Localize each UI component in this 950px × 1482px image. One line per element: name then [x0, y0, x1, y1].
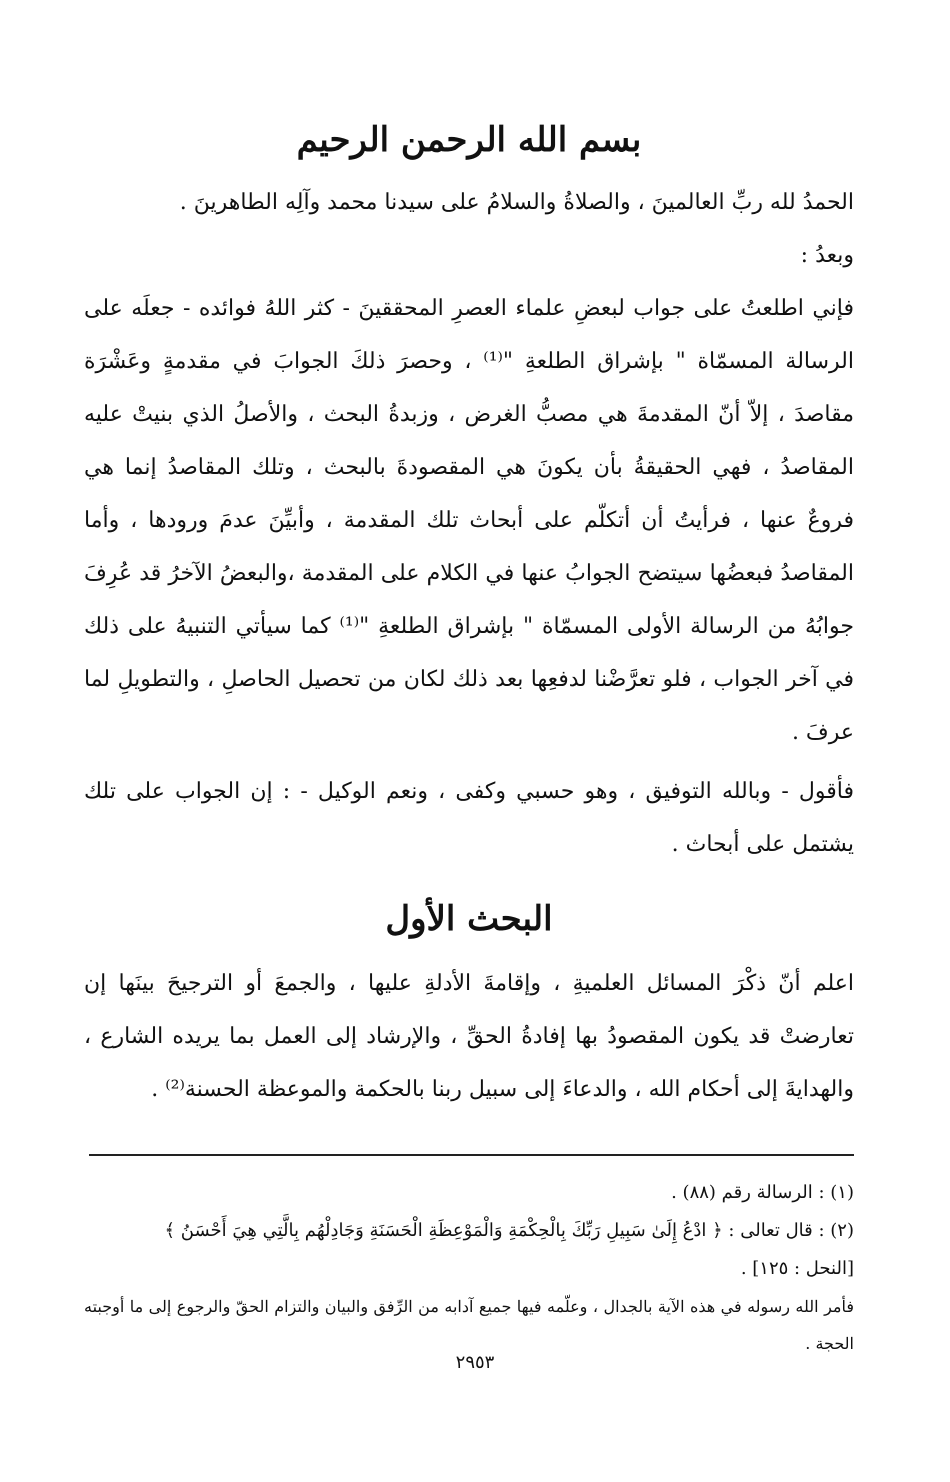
footnote-1: (١) : الرسالة رقم (٨٨) . — [671, 1182, 854, 1203]
page-number: ٢٩٥٣ — [455, 1352, 495, 1373]
footnote-2: (٢) : قال تعالى : ﴿ ادْعُ إِلَىٰ سَبِيلِ رَبِّكَ بِالْحِكْمَةِ وَالْمَوْعِظَةِ الْحَسَنَةِ وَجَادِلْهُم بِالَّتِي هِيَ أَحْسَنُ ﴾ — [164, 1220, 854, 1241]
section-paragraph: اعلم أنّ ذكْرَ المسائل العلميةِ ، وإقامةَ الأدلةِ عليها ، والجمعَ أو الترجيحَ بينَها إن تعارضتْ قد يكون المقصودُ بها إفادةُ الحقِّ ، والإرشاد إلى العمل بما يريده الشارع ، والهدايةَ إلى أحكام الله ، والدعاءَ إلى سبيل ربنا بالحكمة والموعظة الحسنة⁽²⁾ . — [84, 971, 854, 1102]
footnotes — [84, 1174, 854, 1362]
basmala-heading: بسم الله الرحمن الرحيم — [296, 120, 642, 160]
praise-paragraph: الحمدُ لله ربِّ العالمينَ ، والصلاةُ والسلامُ على سيدنا محمد وآلِه الطاهرينَ . — [179, 190, 854, 215]
footnote-2-citation: [النحل : ١٢٥] . — [740, 1258, 854, 1279]
footnote-2-commentary: فأمر الله رسوله في هذه الآية بالجدال ، وعلّمه فيها جميع آدابه من الرِّفق والبيان والتزام الحقّ والرجوع إلى ما أوجبته الحجة . — [84, 1297, 854, 1353]
section-title: البحث الأول — [385, 899, 553, 939]
footnote-divider — [89, 1154, 854, 1156]
intro-body-paragraph: فإني اطلعتُ على جواب لبعضِ علماء العصرِ المحققينَ - كثر اللهُ فوائده - جعلَه على الرسالة المسمّاة " بإشراق الطلعةِ "⁽¹⁾ ، وحصرَ ذلكَ الجوابَ في مقدمةٍ وعَشْرَة مقاصدَ ، إلاّ أنّ المقدمةَ هي مصبُّ الغرض ، وزبدةُ البحث ، والأصلُ الذي بنيتْ عليه المقاصدُ ، فهي الحقيقةُ بأن يكونَ هي المقصودةَ بالبحث ، وتلك المقاصدُ إنما هي فروعٌ عنها ، فرأيتُ أن أتكلّم على أبحاث تلك المقدمة ، وأبيِّنَ عدمَ ورودها ، وأما المقاصدُ فبعضُها سيتضح الجوابُ عنها في الكلام على المقدمة ،والبعضُ الآخرُ قد عُرِفَ جوابُهُ من الرسالة الأولى المسمّاة " بإشراق الطلعةِ "⁽¹⁾ كما سيأتي التنبيهُ على ذلك في آخر الجواب ، فلو تعرَّضْنا لدفعِها بعد ذلك لكان من تحصيل الحاصلِ ، والتطويلِ لما عرفَ . — [84, 296, 854, 745]
transition-paragraph: وبعدُ : — [800, 243, 854, 268]
statement-paragraph: فأقول - وبالله التوفيق ، وهو حسبي وكفى ، ونعم الوكيل - : إن الجواب على تلك يشتمل على أبحاث . — [84, 779, 854, 857]
